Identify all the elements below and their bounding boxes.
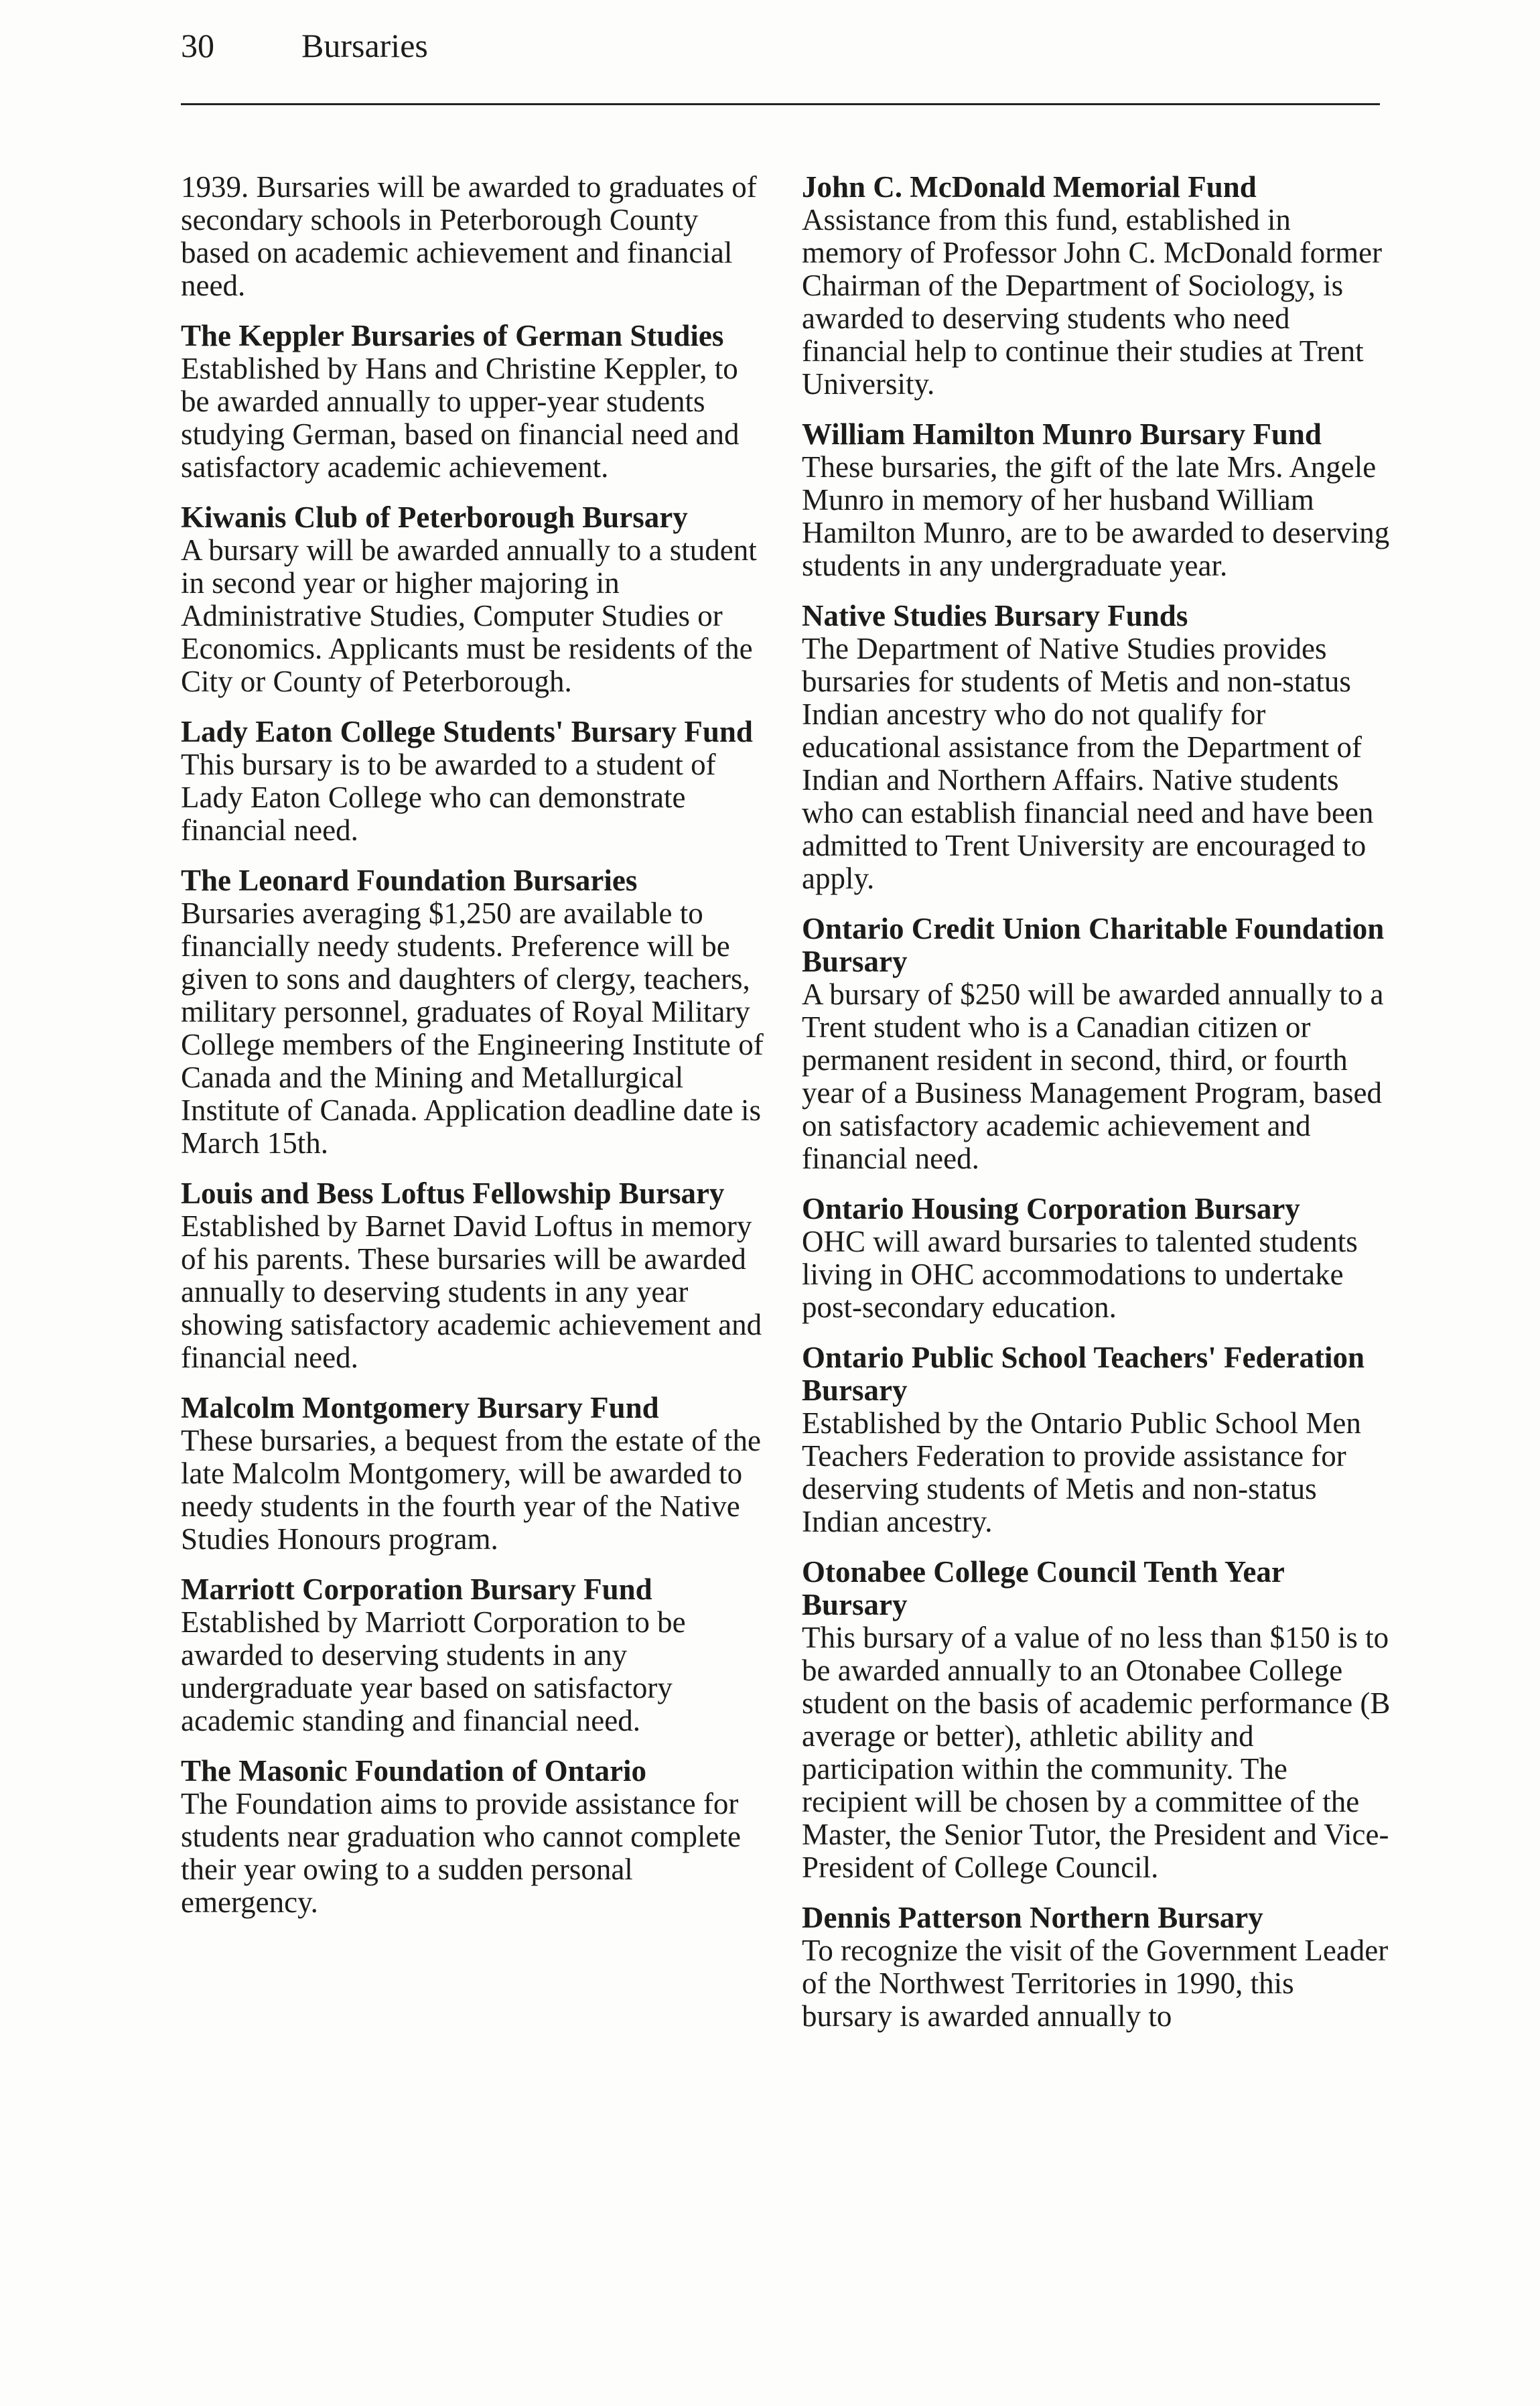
entry-title: Kiwanis Club of Peterborough Bursary	[181, 500, 688, 534]
entry-body: Established by Barnet David Loftus in memory of his parents. These bursaries will be awarded annually to deserving students in any year showing satisfactory academic achievement and financial need.	[181, 1209, 762, 1374]
bursary-entry	[181, 864, 770, 1160]
bursary-entry	[802, 1193, 1391, 1324]
bursary-entry	[181, 501, 770, 698]
bursary-entry	[802, 1901, 1391, 2033]
entry-body: A bursary will be awarded annually to a student in second year or higher majoring in Administrative Studies, Computer Studies or Economics. Applicants must be residents of the City or County of Peterborough.	[181, 533, 757, 698]
entry-title: The Keppler Bursaries of German Studies	[181, 319, 724, 352]
bursary-entry	[181, 716, 770, 847]
entry-body: The Foundation aims to provide assistance for students near graduation who cannot complete their year owing to a sudden personal emergency.	[181, 1787, 741, 1919]
entry-title: Native Studies Bursary Funds	[802, 599, 1188, 632]
entry-title: Marriott Corporation Bursary Fund	[181, 1573, 652, 1606]
entry-title: Ontario Credit Union Charitable Foundation Bursary	[802, 912, 1385, 978]
bursary-entry	[181, 1573, 770, 1737]
entry-body: Bursaries averaging $1,250 are available to financially needy students. Preference will be given to sons and daughters of clergy, teachers, military personnel, graduates of Royal Military College members of the Engineering Institute of Canada and the Mining and Metallurgical Institute of Canada. Application deadline date is March 15th.	[181, 896, 764, 1160]
entry-body: This bursary of a value of no less than $150 is to be awarded annually to an Otonabee College student on the basis of academic performance (B average or better), athletic ability and participation within the community. The recipient will be chosen by a committee of the Master, the Senior Tutor, the President and Vice-President of College Council.	[802, 1621, 1391, 1884]
entry-title: Lady Eaton College Students' Bursary Fund	[181, 715, 753, 748]
page-number: 30	[181, 27, 214, 64]
entry-title: John C. McDonald Memorial Fund	[802, 170, 1257, 204]
bursary-entry	[802, 1341, 1391, 1538]
entry-body: These bursaries, a bequest from the estate of the late Malcolm Montgomery, will be awarded to needy students in the fourth year of the Native Studies Honours program.	[181, 1424, 761, 1556]
entry-title: The Masonic Foundation of Ontario	[181, 1754, 647, 1788]
entry-body: Established by Hans and Christine Keppler, to be awarded annually to upper-year students studying German, based on financial need and satisfactory academic achievement.	[181, 352, 740, 484]
bursary-entry	[181, 1755, 770, 1919]
bursary-entry	[181, 171, 770, 302]
entry-body: The Department of Native Studies provides bursaries for students of Metis and non-status Indian ancestry who do not qualify for educational assistance from the Department of Indian and Northern Affairs. Native students who can establish financial need and have been admitted to Trent University are encouraged to apply.	[802, 632, 1374, 895]
entry-title: Louis and Bess Loftus Fellowship Bursary	[181, 1177, 725, 1210]
entry-title: William Hamilton Munro Bursary Fund	[802, 417, 1322, 451]
bursary-entry	[802, 171, 1391, 401]
entry-title: Ontario Housing Corporation Bursary	[802, 1192, 1300, 1225]
bursary-entry	[181, 320, 770, 484]
header-rule	[181, 103, 1380, 105]
bursary-entry	[181, 1392, 770, 1556]
entry-body: This bursary is to be awarded to a student of Lady Eaton College who can demonstrate financial need.	[181, 748, 716, 847]
entry-title: Malcolm Montgomery Bursary Fund	[181, 1391, 659, 1424]
entry-title: The Leonard Foundation Bursaries	[181, 864, 638, 897]
left-column	[181, 171, 770, 1936]
entry-title: Dennis Patterson Northern Bursary	[802, 1901, 1263, 1934]
bursary-entry	[802, 418, 1391, 582]
entry-body: Established by Marriott Corporation to be awarded to deserving students in any undergraduate year based on satisfactory academic standing and financial need.	[181, 1605, 686, 1737]
entry-body: A bursary of $250 will be awarded annually to a Trent student who is a Canadian citizen or permanent resident in second, third, or fourth year of a Business Management Program, based on satisfactory academic achievement and financial need.	[802, 978, 1384, 1175]
running-title: Bursaries	[301, 27, 428, 64]
bursary-entry	[181, 1177, 770, 1374]
entry-body: Established by the Ontario Public School Men Teachers Federation to provide assistance for deserving students of Metis and non-status Indian ancestry.	[802, 1406, 1361, 1538]
page-header	[181, 25, 1380, 92]
bursary-entry	[802, 600, 1391, 895]
bursary-entry	[802, 1556, 1391, 1884]
entry-title: Ontario Public School Teachers' Federation Bursary	[802, 1341, 1364, 1407]
entry-body: To recognize the visit of the Government Leader of the Northwest Territories in 1990, this bursary is awarded annually to	[802, 1934, 1389, 2033]
entry-body: These bursaries, the gift of the late Mrs. Angele Munro in memory of her husband William Hamilton Munro, are to be awarded to deserving students in any undergraduate year.	[802, 450, 1390, 582]
entry-body: Assistance from this fund, established in memory of Professor John C. McDonald former Chairman of the Department of Sociology, is awarded to deserving students who need financial help to continue their studies at Trent University.	[802, 203, 1383, 401]
right-column	[802, 171, 1391, 2050]
entry-body: 1939. Bursaries will be awarded to graduates of secondary schools in Peterborough County based on academic achievement and financial need.	[181, 170, 757, 302]
bursary-entry	[802, 913, 1391, 1175]
entry-title: Otonabee College Council Tenth Year Bursary	[802, 1555, 1285, 1621]
entry-body: OHC will award bursaries to talented students living in OHC accommodations to undertake post-secondary education.	[802, 1225, 1358, 1324]
